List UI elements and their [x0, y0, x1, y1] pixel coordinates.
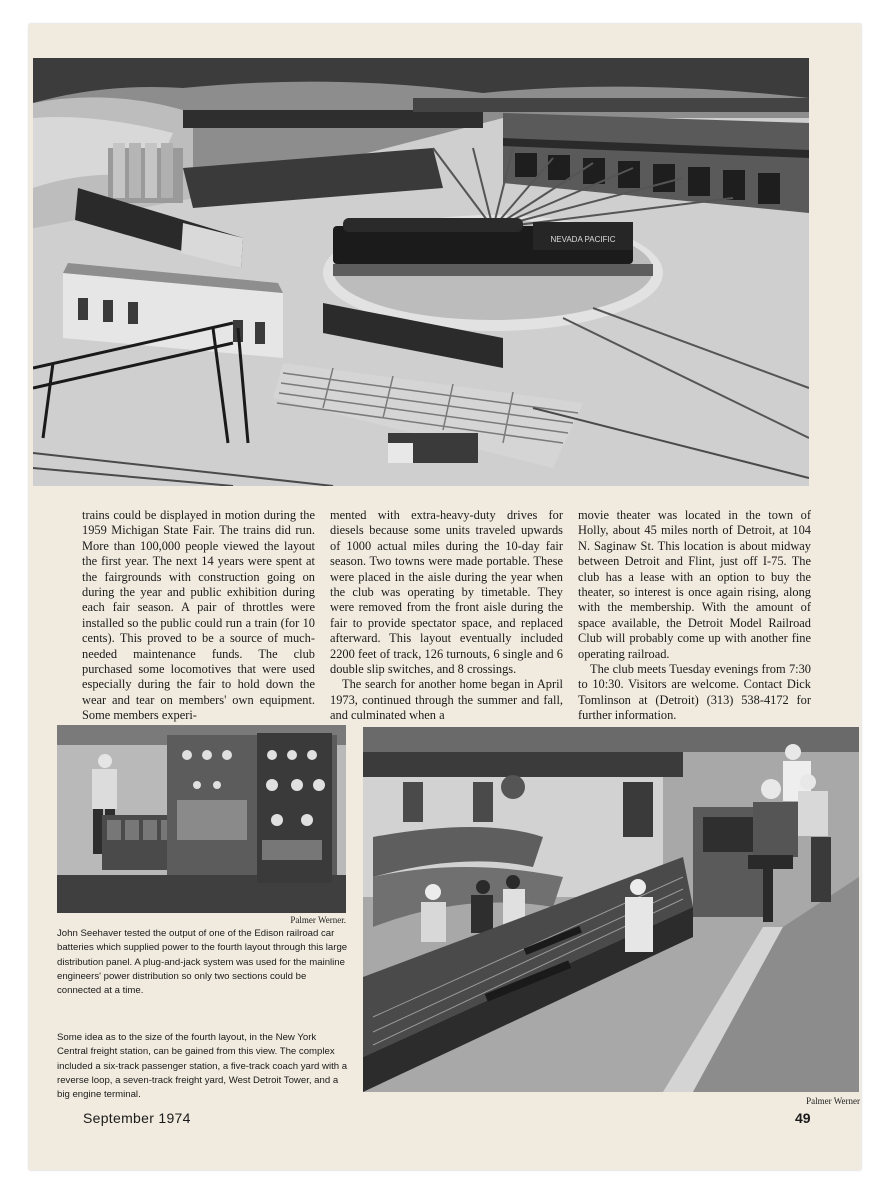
issue-date: September 1974 — [83, 1110, 191, 1126]
article-column-2 — [330, 508, 563, 724]
distribution-panel-photo — [57, 725, 346, 913]
page-number: 49 — [795, 1110, 811, 1126]
layout-overview-photo — [363, 727, 859, 1092]
article-column-1 — [82, 508, 315, 724]
photo-credit: Palmer Werner — [806, 1096, 860, 1106]
roundhouse-photo-graphic — [33, 58, 809, 486]
article-column-3 — [578, 508, 811, 724]
article-paragraph: trains could be displayed in motion during the 1959 Michigan State Fair. The trains did run. More than 100,000 people viewed the layout the first year. The next 14 years were spent at the fairgrounds with construction going on during the year and public exhibition during each fair season. A pair of throttles were installed so the public could run a train (for 10 cents). This proved to be a source of much-needed maintenance funds. The club purchased some locomotives that were used especially during the fair to hold down the wear and tear on members' own equipment. Some members experi- — [82, 508, 315, 723]
photo-credit: Palmer Werner. — [290, 915, 346, 925]
article-paragraph: mented with extra-heavy-duty drives for diesels because some units traveled upwards of 1000 actual miles during the 10-day fair season. Two towns were made portable. These were placed in the aisle during the year when the club was operating by timetable. They were removed from the front aisle during the fair to provide spectator space, and replaced afterward. This layout eventually included 2200 feet of track, 126 turnouts, 6 single and 6 double slip switches, and 8 crossings. — [330, 508, 563, 677]
photo-caption: Some idea as to the size of the fourth layout, in the New York Central freight station, can be gained from this view. The complex included a six-track passenger station, a five-track coach yard with a reverse loop, a seven-track freight yard, West Detroit Tower, and a big engine terminal. — [57, 1032, 348, 1101]
article-paragraph: movie theater was located in the town of Holly, about 45 miles north of Detroit, at 104 N. Saginaw St. This location is about midway between Detroit and Flint, just off I-75. The club has a lease with an option to buy the theater, so interest is once again rising, along with the membership. With the amount of space available, the Detroit Model Railroad Club will probably come up with another fine operating railroad. — [578, 508, 811, 661]
distribution-panel-graphic — [57, 725, 346, 913]
layout-overview-graphic — [363, 727, 859, 1092]
article-paragraph: The club meets Tuesday evenings from 7:30 to 10:30. Visitors are welcome. Contact Dick Tomlinson at (Detroit) (313) 538-4172 for further information. — [578, 662, 811, 723]
article-paragraph: The search for another home began in April 1973, continued through the summer and fall, and culminated when a — [330, 677, 563, 723]
photo-caption: John Seehaver tested the output of one of the Edison railroad car batteries which supplied power to the fourth layout through this large distribution panel. A plug-and-jack system was used for the mainline engineers' power distribution so only two sections could be connected at a time. — [57, 928, 348, 997]
roundhouse-photo — [33, 58, 809, 486]
loco-lettering: NEVADA PACIFIC — [550, 235, 616, 244]
